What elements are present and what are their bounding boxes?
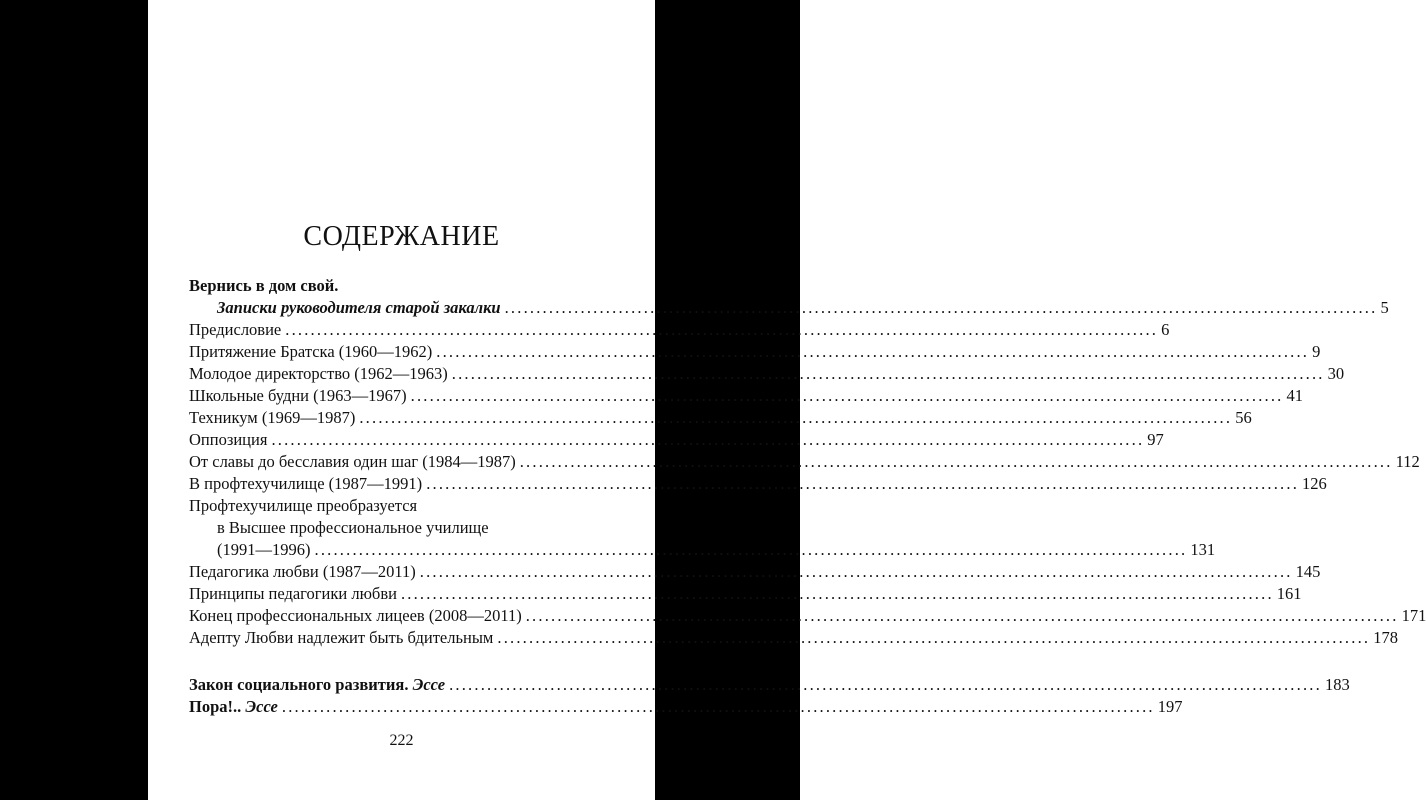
toc-page-number: 183 (1324, 675, 1350, 694)
toc-page-number: 161 (1276, 584, 1302, 603)
dot-leader: .......................................................................................................................................... (410, 386, 1284, 405)
toc-entry[interactable] (189, 627, 1398, 649)
toc-entry[interactable] (189, 561, 1321, 583)
book-page (148, 0, 1426, 800)
toc-entry[interactable] (189, 385, 1303, 407)
toc-entry-text: Педагогика любви (1987—2011) (189, 562, 416, 581)
toc-entry[interactable] (189, 341, 1321, 363)
toc-entry-text: Конец профессиональных лицеев (2008—2011) (189, 606, 522, 625)
toc-section-heading-text (189, 696, 278, 718)
toc-heading-text: Закон социального развития. (189, 675, 409, 694)
toc-page-number: 126 (1302, 474, 1327, 493)
toc-entry-text: Принципы педагогики любви (189, 584, 397, 603)
toc-entry[interactable] (189, 473, 1327, 495)
dot-leader: .......................................................................................................................................... (271, 430, 1145, 449)
toc-page-number: 30 (1327, 364, 1345, 383)
dot-leader: .......................................................................................................................................... (314, 540, 1188, 559)
toc-page-number: 6 (1161, 320, 1170, 339)
toc-entry[interactable] (189, 605, 1426, 627)
toc-entry[interactable] (189, 363, 1345, 385)
toc-entry-text: Предисловие (189, 320, 282, 339)
dot-leader: .......................................................................................................................................... (497, 628, 1371, 647)
toc-entry[interactable] (217, 297, 1389, 319)
dot-leader: .......................................................................................................................................... (525, 606, 1399, 625)
toc-section-heading (189, 275, 338, 297)
toc-page-number: 5 (1380, 298, 1389, 317)
toc-entry[interactable] (189, 407, 1252, 429)
toc-entry-text: в Высшее профессиональное училище (217, 518, 489, 537)
toc-page-number: 197 (1157, 697, 1183, 716)
toc-heading-italic: Эссе (245, 697, 278, 716)
toc-entry-text: Школьные будни (1963—1967) (189, 386, 407, 405)
dot-leader: .......................................................................................................................................... (519, 452, 1393, 471)
dot-leader: .......................................................................................................................................... (285, 320, 1159, 339)
toc-entry-text: В профтехучилище (1987—1991) (189, 474, 423, 493)
toc-entry-text: Профтехучилище преобразуется (189, 496, 418, 515)
toc-entry-line[interactable] (217, 517, 489, 539)
toc-entry-text: От славы до бесславия один шаг (1984—1987) (189, 452, 516, 471)
toc-entry[interactable] (189, 319, 1170, 341)
left-black-border (0, 0, 148, 800)
toc-page-number: 41 (1286, 386, 1303, 405)
toc-entry-text: Записки руководителя старой закалки (217, 298, 501, 317)
toc-section-heading-text (189, 674, 445, 696)
dot-leader: .......................................................................................................................................... (449, 675, 1322, 694)
toc-page-number: 145 (1295, 562, 1321, 581)
toc-page-number: 56 (1235, 408, 1252, 427)
toc-page-number: 97 (1147, 430, 1164, 449)
toc-page-number: 9 (1312, 342, 1321, 361)
toc-entry-line[interactable] (189, 495, 417, 517)
dot-leader: .......................................................................................................................................... (281, 697, 1155, 716)
toc-section-heading-text: Вернись в дом свой. (189, 276, 339, 295)
toc-entry-text: Адепту Любви надлежит быть бдительным (189, 628, 494, 647)
page-number: 222 (389, 732, 414, 749)
dot-leader: .......................................................................................................................................... (426, 474, 1300, 493)
dot-leader: .......................................................................................................................................... (436, 342, 1310, 361)
dot-leader: .......................................................................................................................................... (451, 364, 1325, 383)
toc-heading-italic: Эссе (412, 675, 446, 694)
toc-page-number: 112 (1395, 452, 1420, 471)
toc-entry-text: (1991—1996) (217, 540, 311, 559)
toc-page-number: 131 (1190, 540, 1216, 559)
toc-entry[interactable] (189, 451, 1420, 473)
toc-heading-text: Пора!.. (189, 697, 242, 716)
dot-leader: .......................................................................................................................................... (400, 584, 1274, 603)
page-title: СОДЕРЖАНИЕ (303, 221, 500, 252)
toc-entry[interactable] (189, 429, 1164, 451)
toc-entry[interactable] (189, 696, 1183, 718)
dot-leader: .......................................................................................................................................... (359, 408, 1233, 427)
toc-entry-text: Притяжение Братска (1960—1962) (189, 342, 433, 361)
toc-page-number: 178 (1373, 628, 1398, 647)
toc-entry[interactable] (217, 539, 1216, 561)
toc-page-number: 171 (1401, 606, 1426, 625)
toc-entry-text: Оппозиция (189, 430, 268, 449)
toc-entry[interactable] (189, 583, 1302, 605)
toc-entry-text: Техникум (1969—1987) (189, 408, 356, 427)
dot-leader: .......................................................................................................................................... (504, 298, 1378, 317)
dot-leader: .......................................................................................................................................... (419, 562, 1293, 581)
toc-entry[interactable] (189, 674, 1350, 696)
toc-entry-text: Молодое директорство (1962—1963) (189, 364, 448, 383)
